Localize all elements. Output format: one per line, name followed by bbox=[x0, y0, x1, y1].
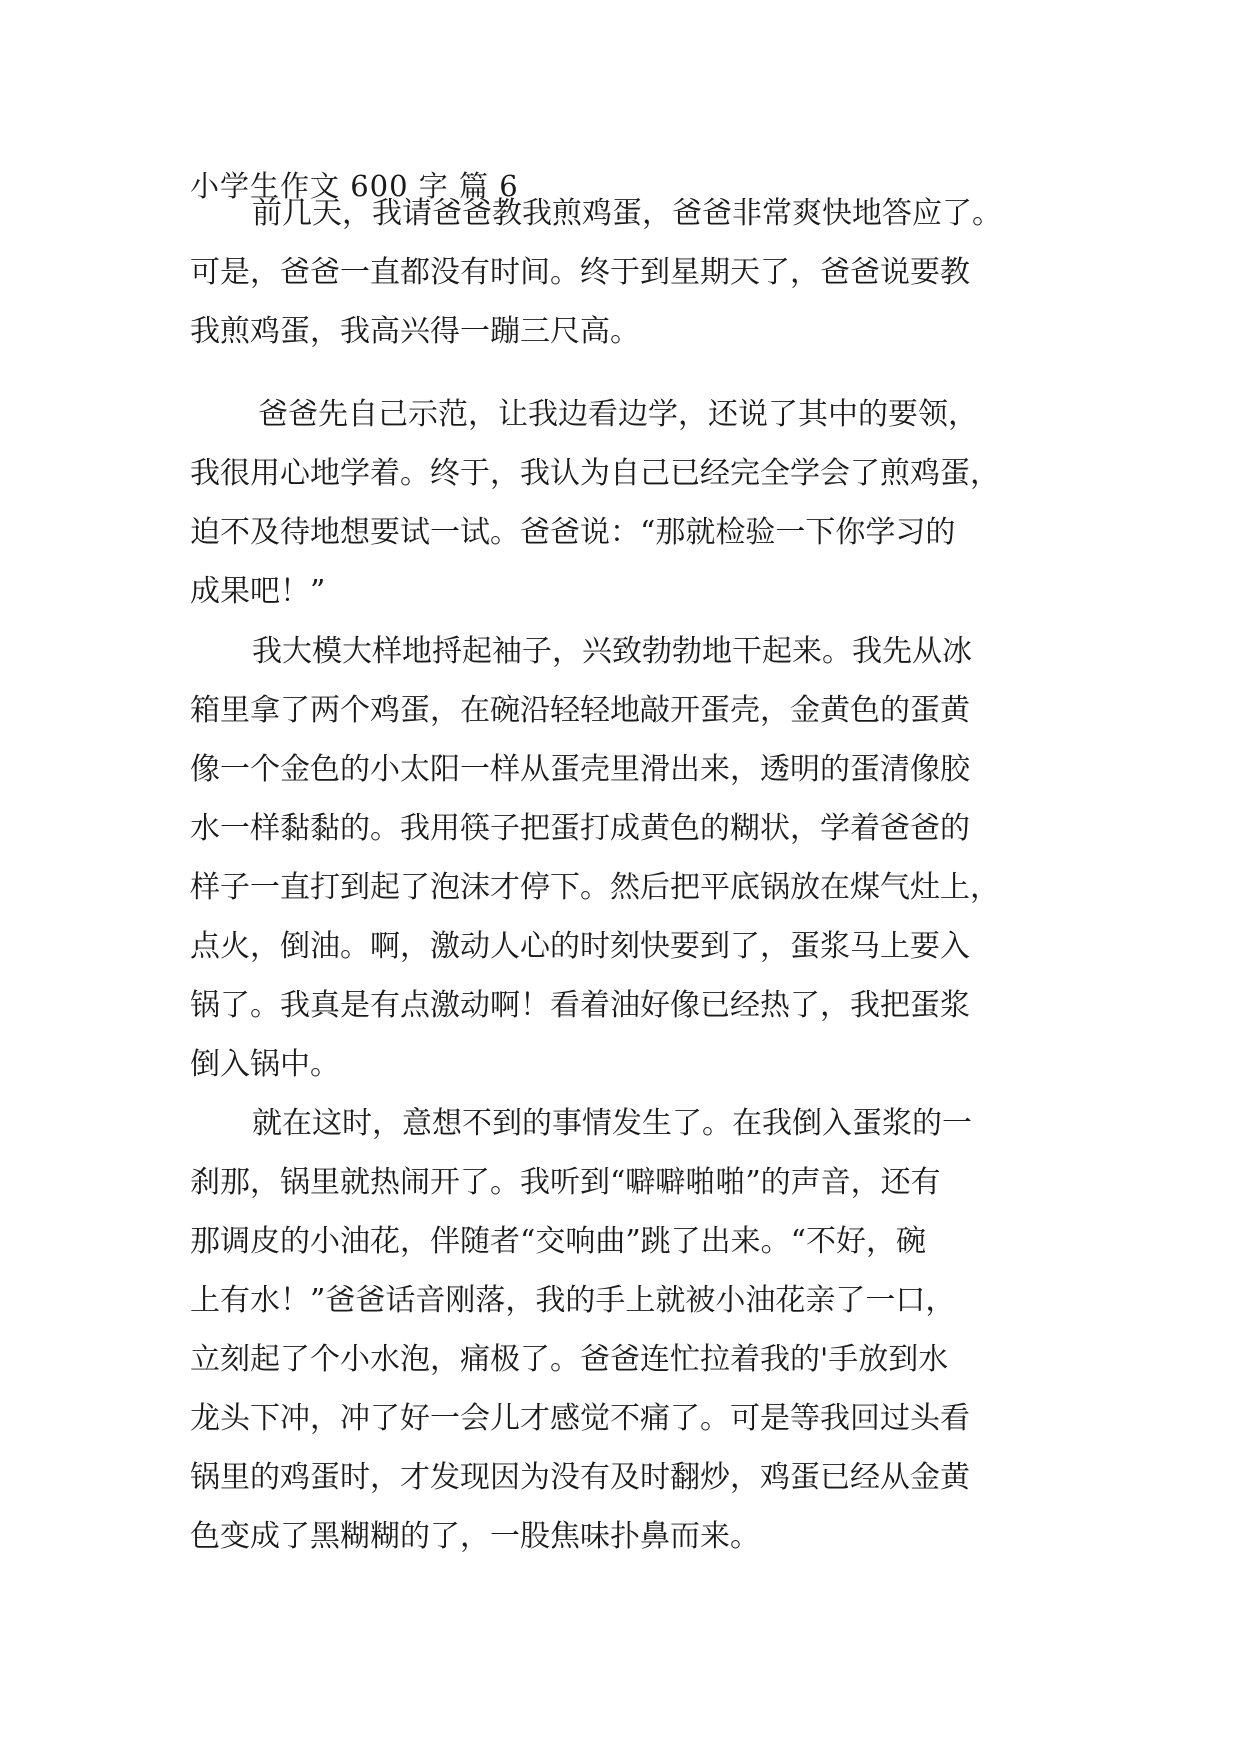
text-line: 倒入锅中。 bbox=[190, 1047, 340, 1082]
text-line: 我大模大样地捋起袖子，兴致勃勃地干起来。我先从冰 bbox=[252, 634, 972, 669]
text-line: 像一个金色的小太阳一样从蛋壳里滑出来，透明的蛋清像胶 bbox=[190, 752, 970, 787]
text-line: 我煎鸡蛋，我高兴得一蹦三尺高。 bbox=[190, 314, 640, 349]
text-line: 迫不及待地想要试一试。爸爸说：“那就检验一下你学习的 bbox=[190, 515, 956, 550]
text-line: 水一样黏黏的。我用筷子把蛋打成黄色的糊状，学着爸爸的 bbox=[190, 811, 970, 846]
text-line: 立刻起了个小水泡，痛极了。爸爸连忙拉着我的'手放到水 bbox=[190, 1342, 949, 1377]
text-line: 色变成了黑糊糊的了，一股焦味扑鼻而来。 bbox=[190, 1519, 760, 1554]
text-line: 样子一直打到起了泡沫才停下。然后把平底锅放在煤气灶上， bbox=[190, 870, 1000, 905]
text-line: 我很用心地学着。终于，我认为自己已经完全学会了煎鸡蛋， bbox=[190, 456, 1000, 491]
text-line: 刹那，锅里就热闹开了。我听到“噼噼啪啪”的声音，还有 bbox=[190, 1165, 941, 1200]
text-line: 爸爸先自己示范，让我边看边学，还说了其中的要领， bbox=[258, 397, 978, 432]
text-line: 就在这时，意想不到的事情发生了。在我倒入蛋浆的一 bbox=[252, 1106, 972, 1141]
text-line: 那调皮的小油花，伴随者“交响曲”跳了出来。“不好，碗 bbox=[190, 1224, 927, 1259]
text-line: 锅了。我真是有点激动啊！看着油好像已经热了，我把蛋浆 bbox=[190, 988, 970, 1023]
text-line: 箱里拿了两个鸡蛋，在碗沿轻轻地敲开蛋壳，金黄色的蛋黄 bbox=[190, 693, 970, 728]
text-line: 上有水！”爸爸话音刚落，我的手上就被小油花亲了一口， bbox=[190, 1283, 956, 1318]
text-line: 点火，倒油。啊，激动人心的时刻快要到了，蛋浆马上要入 bbox=[190, 929, 970, 964]
essay-title: 小学生作文 600 字 篇 6 bbox=[190, 169, 519, 203]
text-line: 前几天，我请爸爸教我煎鸡蛋，爸爸非常爽快地答应了。 bbox=[252, 196, 1002, 231]
text-line: 锅里的鸡蛋时，才发现因为没有及时翻炒，鸡蛋已经从金黄 bbox=[190, 1460, 970, 1495]
text-line: 龙头下冲，冲了好一会儿才感觉不痛了。可是等我回过头看 bbox=[190, 1401, 970, 1436]
text-line: 成果吧！” bbox=[190, 574, 326, 609]
text-line: 可是，爸爸一直都没有时间。终于到星期天了，爸爸说要教 bbox=[190, 255, 970, 290]
